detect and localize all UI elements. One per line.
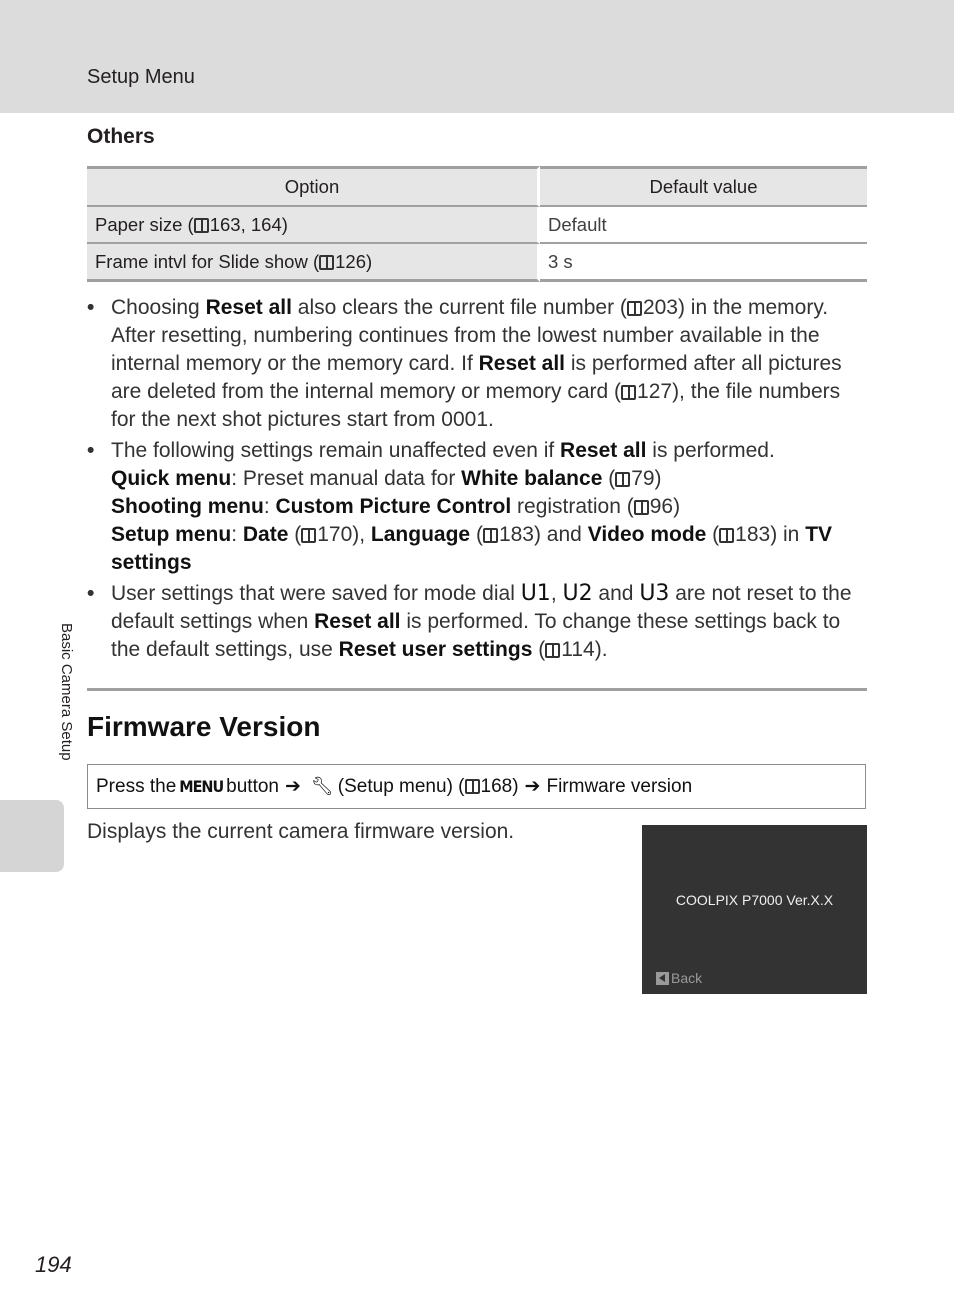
- note-text: registration (: [511, 495, 634, 518]
- note-text: Choosing: [111, 296, 206, 319]
- note-text: also clears the current file number (: [291, 296, 627, 319]
- option-text: Paper size (: [95, 213, 194, 235]
- default-cell: 3 s: [540, 244, 867, 282]
- note-text: :: [231, 523, 243, 546]
- nav-text: (Setup menu) (: [337, 775, 465, 797]
- note-bold: Quick menu: [111, 467, 232, 490]
- note-bold: Reset user settings: [338, 638, 533, 661]
- note-text: 96): [649, 495, 681, 518]
- note-text: is performed. To change these settings back to the default settings, use: [111, 610, 841, 661]
- note-text: 183) in: [735, 523, 806, 546]
- notes-list: [87, 294, 867, 667]
- option-cell: [87, 207, 540, 244]
- note-text: 183) and: [498, 523, 588, 546]
- page-ref: 126): [335, 250, 373, 272]
- note-bold: Reset all: [478, 352, 566, 375]
- nav-text: button: [226, 775, 279, 797]
- arrow-right-icon: ➔: [524, 776, 541, 797]
- menu-button-icon: MENU: [179, 777, 224, 796]
- book-icon: [615, 472, 630, 487]
- note-text: are not reset to the default settings when: [111, 582, 852, 633]
- defaults-table: [87, 166, 867, 282]
- default-cell: Default: [540, 207, 867, 244]
- note-bold: Shooting menu: [111, 495, 264, 518]
- nav-text: Firmware version: [546, 775, 693, 797]
- arrow-right-icon: ➔: [285, 776, 301, 797]
- note-text: User settings that were saved for mode dial: [111, 582, 521, 605]
- column-header-option: Option: [87, 166, 540, 207]
- note-bold: Setup menu: [111, 523, 232, 546]
- table-row: [87, 244, 867, 282]
- firmware-title: Firmware Version: [87, 711, 321, 742]
- note-reset-file-number: [87, 294, 867, 434]
- note-text: 203) in the memory. After resetting, numbering continues from the lowest number available in the internal memory or the memory card. If: [111, 296, 829, 375]
- side-section-label: Basic Camera Setup: [58, 623, 75, 761]
- bullet-icon: •: [87, 582, 95, 605]
- note-bold: Language: [370, 523, 471, 546]
- others-title: Others: [87, 125, 155, 148]
- book-icon: [465, 779, 480, 794]
- note-text: (: [602, 467, 616, 490]
- page-ref: 163, 164): [209, 213, 288, 235]
- table-header-row: [87, 166, 867, 207]
- menu-path-box: [87, 764, 866, 809]
- note-text: 170),: [317, 523, 371, 546]
- bullet-icon: •: [87, 439, 95, 462]
- note-text: : Preset manual data for: [231, 467, 462, 490]
- mode-u2-icon: U2: [562, 581, 593, 606]
- note-text: ,: [550, 582, 563, 605]
- section-divider: [87, 688, 867, 691]
- book-icon: [483, 528, 498, 543]
- firmware-description: Displays the current camera firmware version.: [87, 820, 515, 843]
- nav-text: Press the: [96, 775, 177, 797]
- page-ref: 168): [480, 775, 519, 797]
- note-text: The following settings remain unaffected even if: [111, 439, 561, 462]
- note-text: 127), the file numbers for the next shot pictures start from 0001.: [111, 380, 841, 431]
- mode-u3-icon: U3: [639, 581, 670, 606]
- bullet-icon: •: [87, 296, 95, 319]
- note-unaffected-settings: [87, 437, 867, 577]
- note-bold: Date: [242, 523, 289, 546]
- note-bold: Reset all: [205, 296, 292, 319]
- table-row: [87, 207, 867, 244]
- note-bold: Video mode: [587, 523, 707, 546]
- back-button: [656, 970, 702, 986]
- note-text: :: [263, 495, 276, 518]
- wrench-icon: 🔧︎: [310, 776, 334, 796]
- note-text: is performed.: [646, 439, 775, 462]
- firmware-version-text: COOLPIX P7000 Ver.X.X: [675, 892, 834, 908]
- side-tab: [0, 800, 64, 872]
- book-icon: [634, 500, 649, 515]
- book-icon: [545, 643, 560, 658]
- note-text: is performed after all pictures are deleted from the internal memory or memory card (: [111, 352, 842, 403]
- note-bold: White balance: [461, 467, 603, 490]
- page-number: 194: [35, 1252, 72, 1277]
- section-label: Setup Menu: [87, 66, 195, 88]
- note-text: 114).: [561, 638, 608, 661]
- note-text: (: [288, 523, 302, 546]
- note-bold: Custom Picture Control: [275, 495, 512, 518]
- note-text: and: [592, 582, 640, 605]
- note-text: (: [470, 523, 483, 546]
- note-user-settings: [87, 580, 867, 664]
- option-cell: [87, 244, 540, 282]
- back-arrow-icon: [656, 972, 669, 985]
- option-text: Frame intvl for Slide show (: [95, 250, 320, 272]
- camera-screen: [642, 825, 867, 994]
- note-bold: Reset all: [314, 610, 401, 633]
- mode-u1-icon: U1: [520, 581, 551, 606]
- note-text: (: [532, 638, 546, 661]
- book-icon: [301, 528, 316, 543]
- book-icon: [627, 301, 642, 316]
- book-icon: [621, 385, 636, 400]
- note-text: 79): [631, 467, 662, 490]
- book-icon: [719, 528, 734, 543]
- book-icon: [194, 218, 209, 233]
- note-bold: Reset all: [560, 439, 647, 462]
- book-icon: [319, 255, 334, 270]
- back-label: Back: [671, 970, 703, 986]
- note-bold: TV settings: [111, 523, 833, 574]
- column-header-default: Default value: [540, 166, 867, 207]
- header-band: [0, 0, 954, 113]
- note-text: (: [706, 523, 720, 546]
